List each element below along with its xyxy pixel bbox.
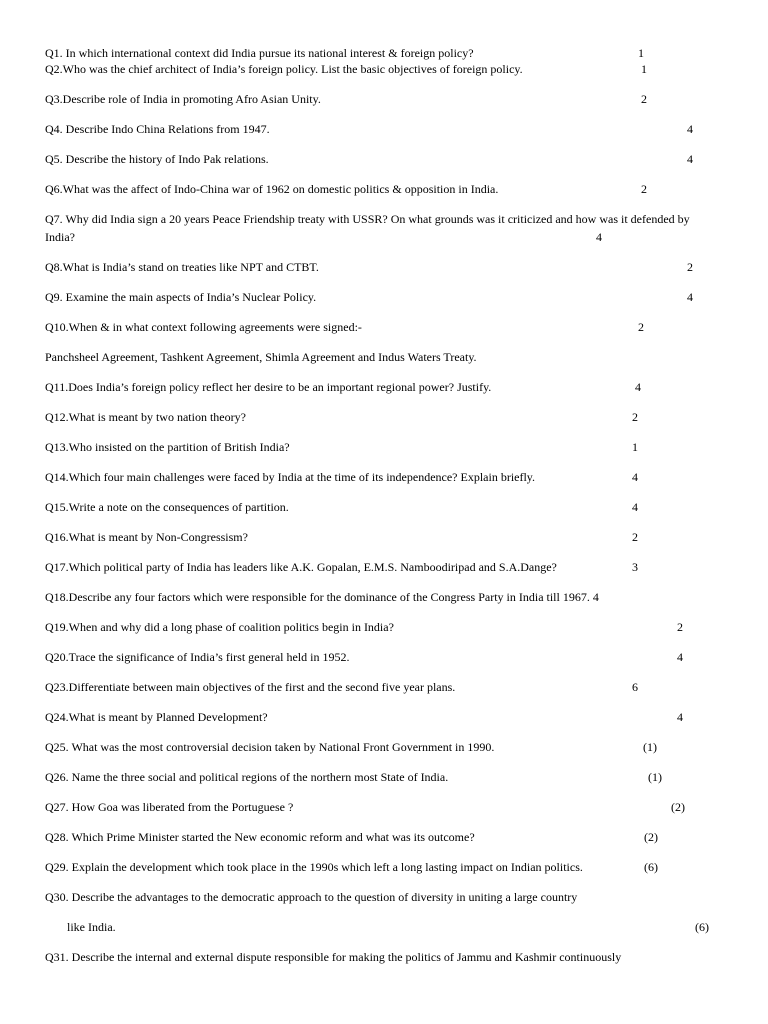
question-10-agreements: Panchsheel Agreement, Tashkent Agreement, Shimla Agreement and Indus Waters Treaty. [45,350,477,364]
marks-4: 4 [687,122,693,136]
question-19: Q19.When and why did a long phase of coalition politics begin in India? [45,620,394,634]
question-17: Q17.Which political party of India has leaders like A.K. Gopalan, E.M.S. Namboodiripad and S.A.Dange? [45,560,557,574]
question-31: Q31. Describe the internal and external dispute responsible for making the politics of Jammu and Kashmir continuously [45,950,622,964]
question-28: Q28. Which Prime Minister started the New economic reform and what was its outcome? [45,830,475,844]
question-15: Q15.Write a note on the consequences of partition. [45,500,289,514]
question-9: Q9. Examine the main aspects of India’s Nuclear Policy. [45,290,317,304]
question-14: Q14.Which four main challenges were faced by India at the time of its independence? Explain briefly. [45,470,536,484]
question-24: Q24.What is meant by Planned Development? [45,710,268,724]
marks-6: 2 [641,182,647,196]
question-12: Q12.What is meant by two nation theory? [45,410,246,424]
marks-3: 2 [641,92,647,106]
marks-9: 4 [687,290,693,304]
question-11: Q11.Does India’s foreign policy reflect her desire to be an important regional power? Justify. [45,380,492,394]
question-6: Q6.What was the affect of Indo-China war of 1962 on domestic politics & opposition in India. [45,182,499,196]
question-16: Q16.What is meant by Non-Congressism? [45,530,248,544]
question-8: Q8.What is India’s stand on treaties like NPT and CTBT. [45,260,319,274]
marks-10: 2 [638,320,644,334]
marks-26: (1) [648,770,662,784]
question-2: Q2.Who was the chief architect of India’s foreign policy. List the basic objectives of foreign policy. [45,62,523,76]
marks-1: 1 [638,46,644,60]
question-4: Q4. Describe Indo China Relations from 1947. [45,122,270,136]
question-7: Q7. Why did India sign a 20 years Peace Friendship treaty with USSR? On what grounds was it criticized and how was it defended by India? [45,212,690,244]
marks-24: 4 [677,710,683,724]
marks-14: 4 [632,470,638,484]
marks-17: 3 [632,560,638,574]
marks-28: (2) [644,830,658,844]
marks-15: 4 [632,500,638,514]
question-27: Q27. How Goa was liberated from the Portuguese ? [45,800,294,814]
question-1: Q1. In which international context did India pursue its national interest & foreign policy? [45,46,474,60]
marks-16: 2 [632,530,638,544]
question-20: Q20.Trace the significance of India’s first general held in 1952. [45,650,350,664]
marks-23: 6 [632,680,638,694]
question-29: Q29. Explain the development which took place in the 1990s which left a long lasting impact on Indian politics. [45,860,583,874]
question-25: Q25. What was the most controversial decision taken by National Front Government in 1990. [45,740,495,754]
marks-30: (6) [695,920,709,934]
question-30-continued: like India. [67,920,116,934]
question-13: Q13.Who insisted on the partition of British India? [45,440,290,454]
marks-13: 1 [632,440,638,454]
question-10: Q10.When & in what context following agreements were signed:- [45,320,362,334]
marks-8: 2 [687,260,693,274]
question-26: Q26. Name the three social and political regions of the northern most State of India. [45,770,449,784]
marks-7: 4 [596,230,602,244]
question-3: Q3.Describe role of India in promoting Afro Asian Unity. [45,92,321,106]
marks-11: 4 [635,380,641,394]
question-5: Q5. Describe the history of Indo Pak relations. [45,152,269,166]
question-23: Q23.Differentiate between main objectives of the first and the second five year plans. [45,680,456,694]
question-30: Q30. Describe the advantages to the democratic approach to the question of diversity in uniting a large country [45,890,578,904]
marks-12: 2 [632,410,638,424]
marks-25: (1) [643,740,657,754]
marks-20: 4 [677,650,683,664]
marks-29: (6) [644,860,658,874]
marks-27: (2) [671,800,685,814]
marks-19: 2 [677,620,683,634]
marks-5: 4 [687,152,693,166]
question-18: Q18.Describe any four factors which were responsible for the dominance of the Congress Party in India till 1967. 4 [45,590,599,604]
marks-2: 1 [641,62,647,76]
